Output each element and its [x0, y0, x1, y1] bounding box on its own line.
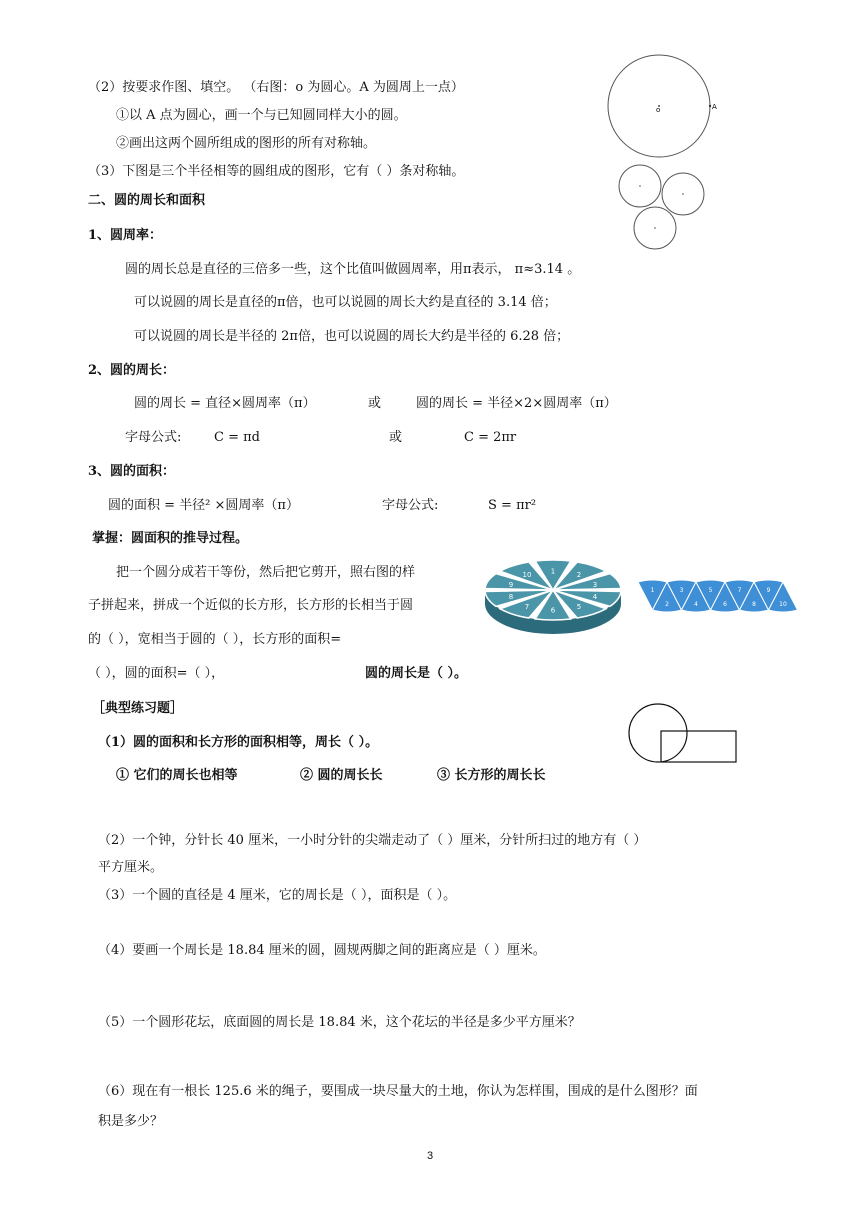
circumference-letter-b: C = 2πr [464, 430, 517, 445]
strip-sector-label: 10 [779, 601, 787, 608]
strip-sector-label: 2 [665, 601, 669, 608]
practice-q4: （4）要画一个周长是 18.84 厘米的圆，圆规两脚之间的距离应是（ ）厘米。 [98, 943, 546, 958]
pi-line-2: 可以说圆的周长是直径的π倍，也可以说圆的周长大约是直径的 3.14 倍； [134, 295, 557, 310]
sector-strip-figure [636, 580, 786, 614]
section-heading: 二、圆的周长和面积 [88, 193, 206, 208]
question-2-step-b: ②画出这两个圆所组成的图形的所有对称轴。 [116, 136, 377, 151]
practice-q6-line-2: 积是多少？ [98, 1114, 164, 1129]
area-letter: S = πr² [488, 498, 537, 513]
master-note: 掌握：圆面积的推导过程。 [92, 531, 249, 546]
pi-heading: 1、圆周率： [88, 228, 163, 243]
question-2: （2）按要求作图、填空。 （右图：o 为圆心。A 为圆周上一点） [88, 80, 464, 95]
circle-diagram [605, 52, 720, 167]
strip-sector-label: 4 [694, 601, 698, 608]
circle-rectangle-figure [628, 702, 740, 770]
circumference-formula-a: 圆的周长 = 直径×圆周率（π） [134, 396, 316, 411]
strip-sector-label: 5 [708, 587, 713, 594]
pie-sector-label: 10 [522, 571, 532, 580]
pie-sector-label: 3 [592, 580, 598, 589]
derivation-line-2: 子拼起来，拼成一个近似的长方形，长方形的长相当于圆 [88, 598, 414, 613]
circumference-formula-b: 圆的周长 = 半径×2×圆周率（π） [416, 396, 617, 411]
question-2-step-a: ①以 A 点为圆心，画一个与已知圆同样大小的圆。 [116, 108, 407, 123]
area-heading: 3、圆的面积： [88, 464, 176, 479]
strip-sector-label: 3 [679, 587, 684, 594]
pi-line-1: 圆的周长总是直径的三倍多一些，这个比值叫做圆周率，用π表示， π≈3.14 。 [125, 262, 581, 277]
practice-q2-line-2: 平方厘米。 [98, 860, 164, 875]
practice-q1-option-1: ① 它们的周长也相等 [116, 768, 238, 783]
center-label: o [656, 106, 661, 114]
pie-sector-label: 2 [576, 571, 582, 580]
strip-sector-label: 6 [723, 601, 727, 608]
practice-q3: （3）一个圆的直径是 4 厘米，它的周长是（ ），面积是（ ）。 [98, 888, 457, 903]
derivation-line-3: 的（ ），宽相当于圆的（ ），长方形的面积= [88, 632, 342, 647]
strip-sector-label: 8 [752, 601, 756, 608]
circumference-letter-label: 字母公式: [125, 430, 182, 445]
practice-q6-line-1: （6）现在有一根长 125.6 米的绳子，要围成一块尽量大的土地，你认为怎样围，围成的是什么图形？面 [98, 1084, 698, 1099]
practice-q1-option-3: ③ 长方形的周长长 [437, 768, 546, 783]
area-formula: 圆的面积 = 半径² ×圆周率（π） [108, 498, 299, 513]
point-a-label: A [712, 103, 717, 111]
three-circles-diagram [612, 162, 712, 254]
question-3: （3）下图是三个半径相等的圆组成的图形，它有（ ）条对称轴。 [88, 164, 465, 179]
strip-sector-label: 7 [737, 587, 742, 594]
strip-sector-label: 1 [650, 587, 655, 594]
circumference-or-2: 或 [389, 430, 403, 445]
strip-sector-label: 9 [766, 587, 771, 594]
pie-sector-label: 9 [508, 580, 514, 589]
pi-line-3: 可以说圆的周长是半径的 2π倍，也可以说圆的周长大约是半径的 6.28 倍； [134, 329, 570, 344]
practice-q1: （1）圆的面积和长方形的面积相等，周长（ ）。 [98, 735, 379, 750]
derivation-line-4b: 圆的周长是（ ）。 [365, 666, 468, 681]
practice-q2-line-1: （2）一个钟，分针长 40 厘米，一小时分针的尖端走动了（ ）厘米，分针所扫过的地方有（ ） [98, 833, 647, 848]
derivation-line-4a: （ ），圆的面积=（ ）， [88, 666, 225, 681]
practice-q5: （5）一个圆形花坛，底面圆的周长是 18.84 米，这个花坛的半径是多少平方厘米？ [98, 1015, 581, 1030]
pie-sector-label: 5 [576, 602, 582, 611]
pie-sector-label: 1 [550, 567, 556, 576]
pie-sector-label: 7 [524, 602, 530, 611]
area-letter-label: 字母公式: [382, 498, 439, 513]
derivation-line-1: 把一个圆分成若干等份，然后把它剪开，照右图的样 [116, 565, 416, 580]
page-number: 3 [426, 1150, 434, 1162]
pie-sector-label: 6 [550, 606, 556, 615]
practice-q1-option-2: ② 圆的周长长 [300, 768, 383, 783]
sector-pie-figure [478, 552, 628, 642]
circumference-letter-a: C = πd [214, 430, 260, 445]
pie-sector-label: 8 [508, 593, 514, 602]
circumference-heading: 2、圆的周长： [88, 363, 176, 378]
practice-heading: ［典型练习题］ [92, 701, 184, 716]
pie-sector-label: 4 [592, 593, 598, 602]
circumference-or-1: 或 [368, 396, 382, 411]
